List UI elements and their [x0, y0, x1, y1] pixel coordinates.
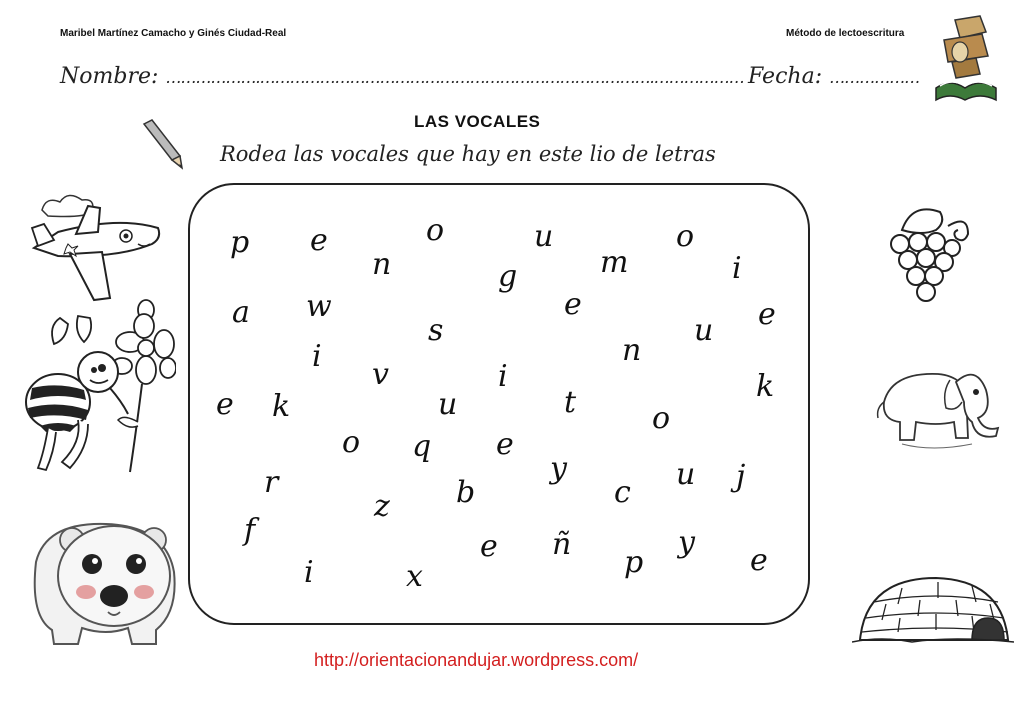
letter-item[interactable]: s: [428, 313, 444, 348]
letter-item[interactable]: u: [438, 387, 458, 422]
letter-item[interactable]: q: [412, 429, 432, 464]
letter-item[interactable]: o: [342, 425, 361, 460]
letter-item[interactable]: u: [534, 219, 554, 254]
letter-item[interactable]: r: [264, 465, 279, 500]
letter-item[interactable]: e: [564, 287, 582, 322]
letter-item[interactable]: e: [310, 223, 328, 258]
letter-item[interactable]: n: [622, 333, 642, 368]
letter-item[interactable]: e: [480, 529, 498, 564]
letter-item[interactable]: y: [678, 525, 695, 560]
letter-item[interactable]: v: [372, 357, 389, 392]
letter-item[interactable]: a: [232, 295, 250, 330]
name-label: Nombre:: [60, 64, 159, 89]
letter-item[interactable]: i: [498, 359, 508, 394]
letter-item[interactable]: ñ: [552, 527, 572, 562]
letter-item[interactable]: z: [374, 489, 390, 524]
date-label: Fecha:: [748, 64, 823, 89]
letter-item[interactable]: i: [312, 339, 322, 374]
letter-item[interactable]: t: [564, 385, 577, 420]
date-dots: ………………: [829, 68, 920, 87]
letter-item[interactable]: f: [244, 513, 256, 548]
letter-item[interactable]: m: [600, 245, 629, 280]
letter-item[interactable]: w: [306, 289, 332, 324]
letter-item[interactable]: u: [676, 457, 696, 492]
letter-item[interactable]: e: [216, 387, 234, 422]
letter-item[interactable]: y: [550, 451, 567, 486]
method-text: Método de lectoescritura: [786, 28, 905, 39]
letter-item[interactable]: k: [272, 389, 291, 424]
letter-item[interactable]: k: [756, 369, 775, 404]
letter-item[interactable]: e: [758, 297, 776, 332]
letter-item[interactable]: p: [230, 225, 250, 260]
letter-item[interactable]: o: [426, 213, 445, 248]
letter-item[interactable]: u: [694, 313, 714, 348]
letter-item[interactable]: p: [624, 545, 644, 580]
letter-item[interactable]: c: [614, 475, 631, 510]
grapes-icon: [882, 200, 978, 304]
letter-item[interactable]: x: [406, 559, 423, 594]
letter-item[interactable]: o: [676, 219, 695, 254]
letter-item[interactable]: i: [304, 555, 314, 590]
elephant-icon: [872, 362, 1004, 458]
letter-item[interactable]: o: [652, 401, 671, 436]
igloo-icon: [852, 574, 1014, 644]
website-url[interactable]: http://orientacionandujar.wordpress.com/: [314, 650, 639, 670]
letter-item[interactable]: j: [736, 459, 746, 494]
page-title: LAS VOCALES: [414, 112, 541, 131]
letter-item[interactable]: e: [496, 427, 514, 462]
letter-item[interactable]: b: [456, 475, 476, 510]
name-dots: ……………….…………………………………………………………………….………………: [165, 68, 744, 87]
letter-item[interactable]: e: [750, 543, 768, 578]
letter-item[interactable]: g: [498, 259, 518, 294]
instruction-text: Rodea las vocales que hay en este lio de letras: [220, 142, 716, 166]
authors-text: Maribel Martínez Camacho y Ginés Ciudad-Real: [60, 28, 287, 39]
letter-item[interactable]: i: [732, 251, 742, 286]
letter-item[interactable]: n: [372, 247, 392, 282]
